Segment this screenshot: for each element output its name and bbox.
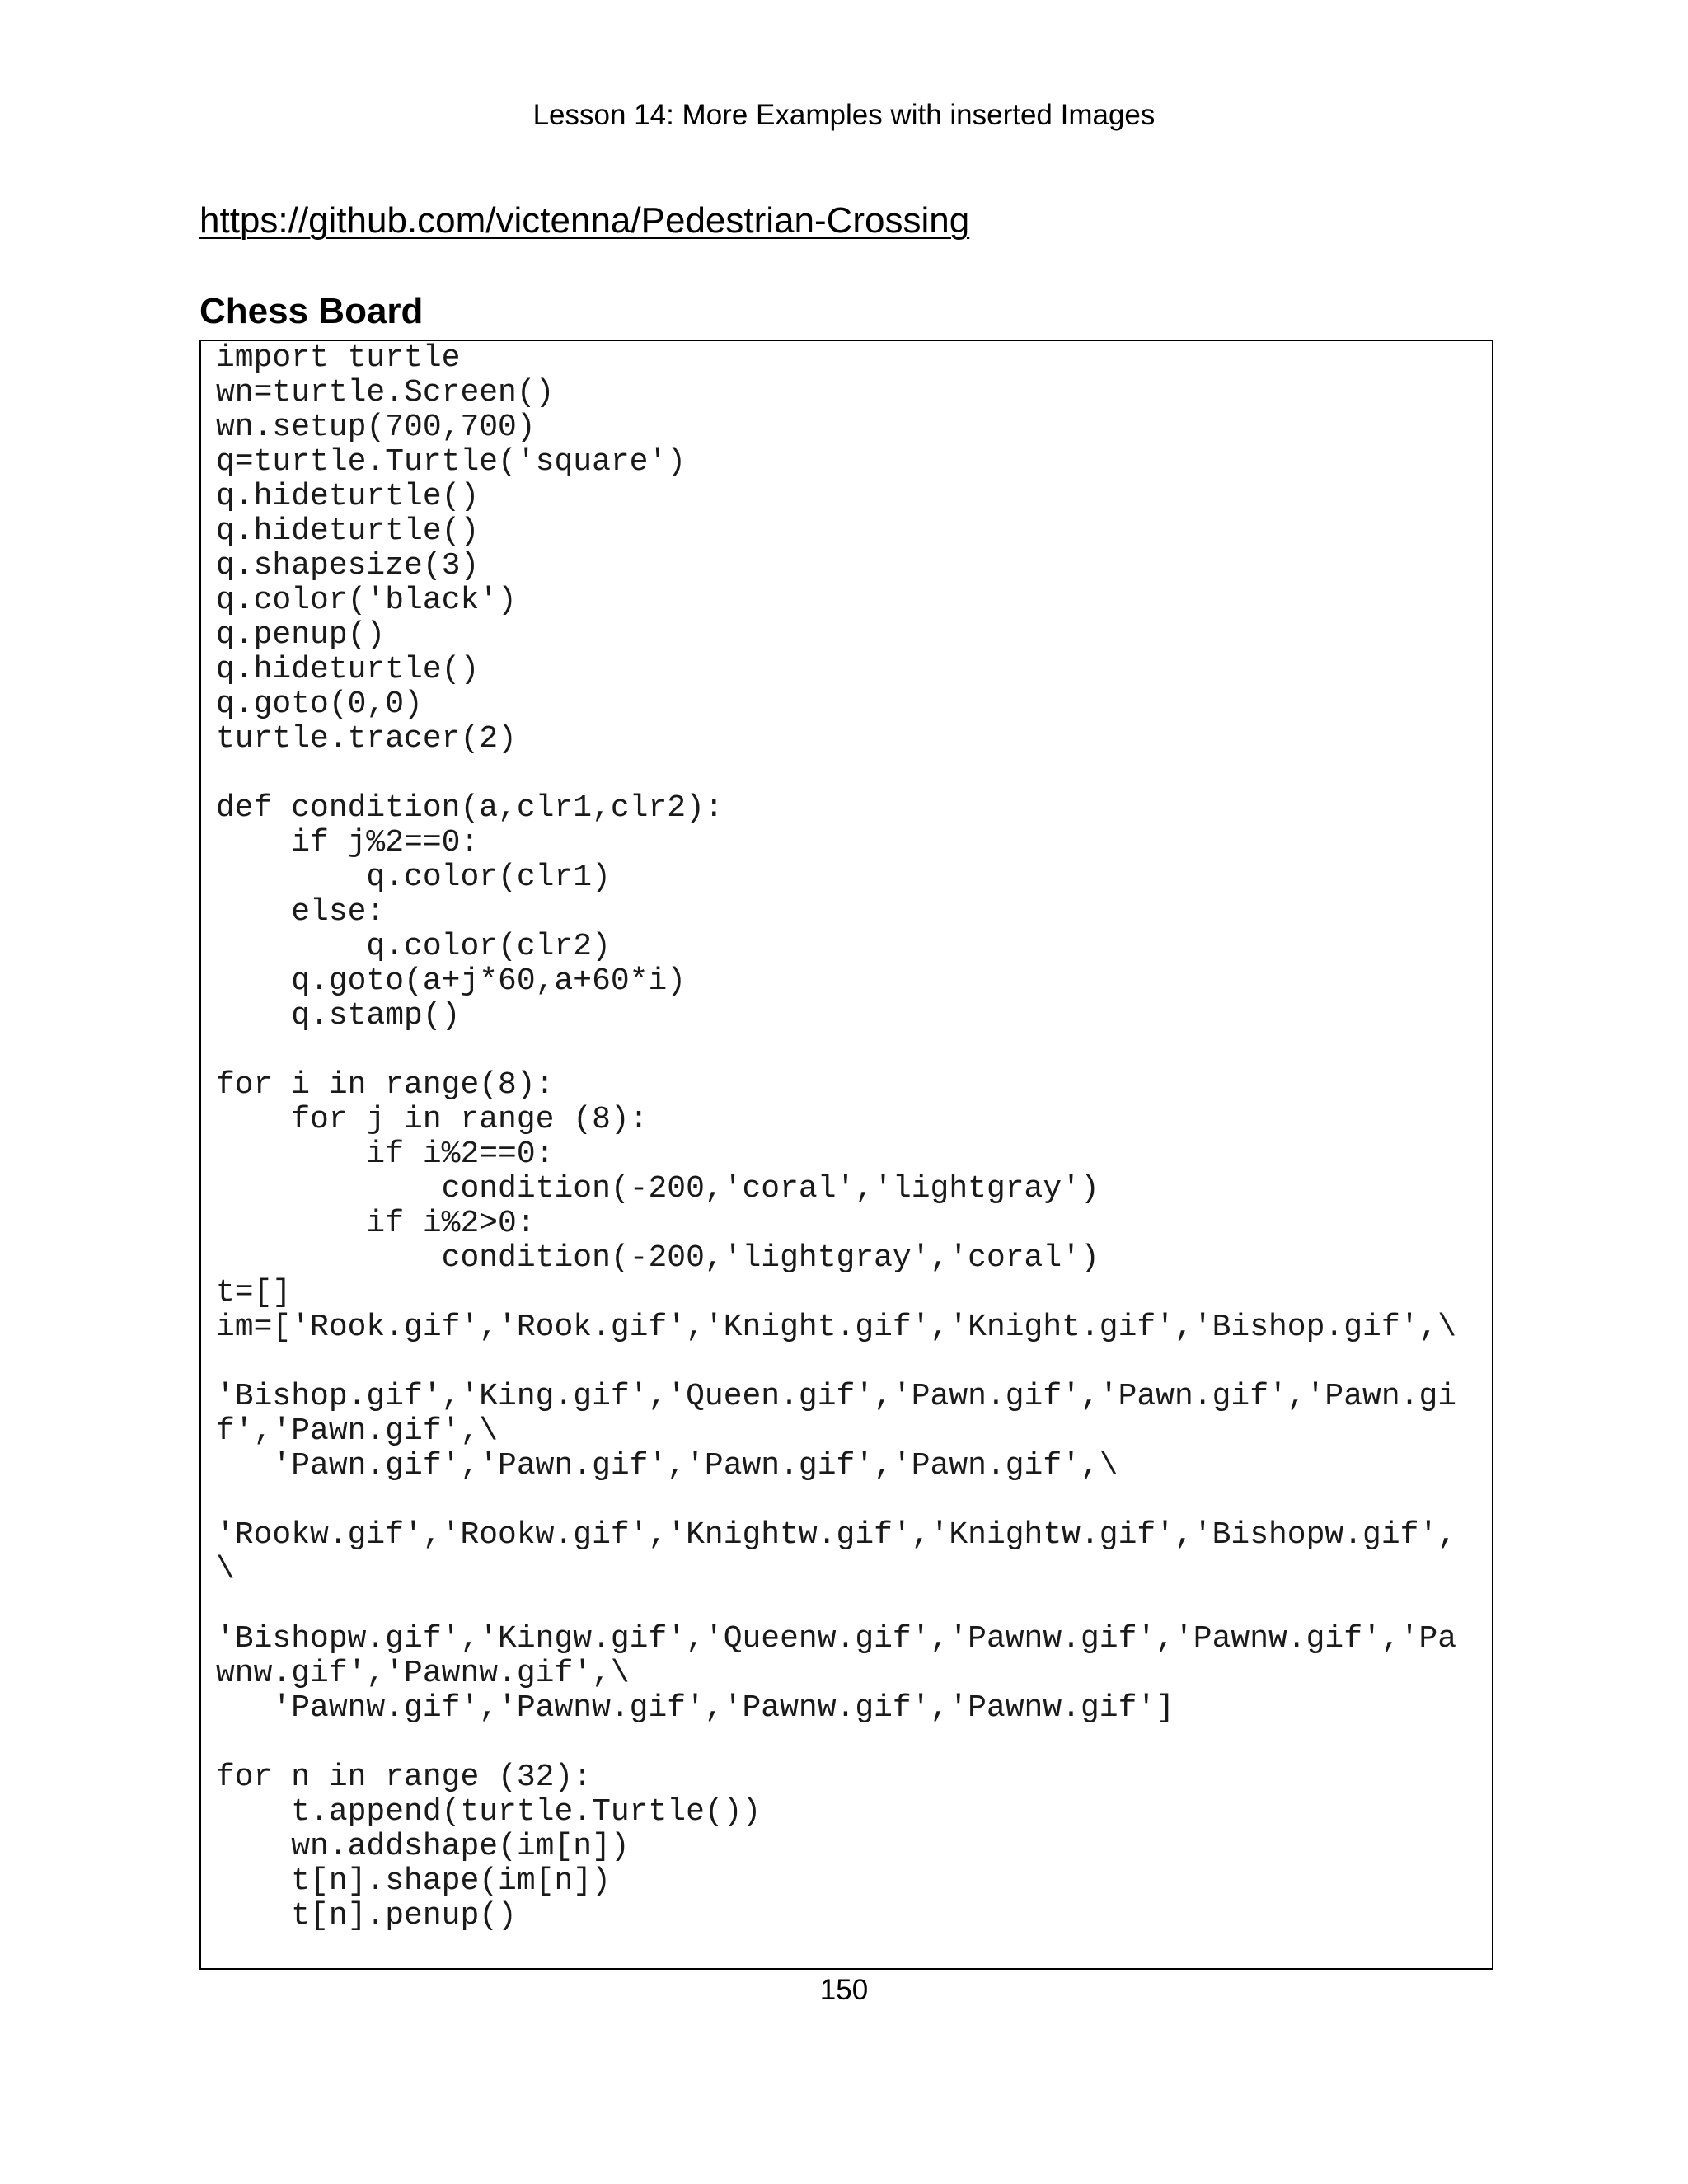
code-line: def condition(a,clr1,clr2):	[216, 790, 724, 826]
code-block	[199, 340, 1493, 1970]
code-line: 'Pawn.gif','Pawn.gif','Pawn.gif','Pawn.gif',\	[216, 1448, 1118, 1483]
code-line: 'Bishop.gif','King.gif','Queen.gif','Pawn.gif','Pawn.gif','Pawn.gi	[216, 1379, 1457, 1414]
code-line: wn=turtle.Screen()	[216, 375, 555, 410]
code-line: t.append(turtle.Turtle())	[216, 1794, 762, 1830]
code-line: q.goto(0,0)	[216, 687, 423, 722]
code-line: t[n].shape(im[n])	[216, 1863, 611, 1899]
code-line: turtle.tracer(2)	[216, 721, 517, 757]
code-line: q.color('black')	[216, 583, 517, 618]
code-line: t[n].penup()	[216, 1898, 517, 1933]
code-line: for n in range (32):	[216, 1760, 593, 1795]
code-line: condition(-200,'coral','lightgray')	[216, 1171, 1100, 1207]
code-listing	[216, 341, 1456, 1933]
code-line: q.hideturtle()	[216, 652, 480, 687]
code-line	[216, 757, 1456, 791]
code-line: q=turtle.Turtle('square')	[216, 444, 687, 480]
code-line	[216, 1587, 1456, 1622]
section-heading: Chess Board	[199, 291, 424, 331]
code-line: q.penup()	[216, 617, 386, 653]
code-line: q.color(clr1)	[216, 860, 611, 895]
code-line: f','Pawn.gif',\	[216, 1413, 499, 1449]
code-line: q.goto(a+j*60,a+60*i)	[216, 963, 687, 999]
code-line: 'Rookw.gif','Rookw.gif','Knightw.gif','Knightw.gif','Bishopw.gif',	[216, 1517, 1457, 1553]
code-line: 'Pawnw.gif','Pawnw.gif','Pawnw.gif','Pawnw.gif']	[216, 1690, 1175, 1726]
code-line: q.stamp()	[216, 998, 461, 1033]
page-number: 150	[819, 1974, 869, 2006]
code-line: for i in range(8):	[216, 1067, 555, 1103]
code-line: q.shapesize(3)	[216, 548, 480, 583]
code-line: condition(-200,'lightgray','coral')	[216, 1240, 1100, 1276]
code-line: for j in range (8):	[216, 1102, 649, 1137]
code-line: wn.addshape(im[n])	[216, 1829, 630, 1864]
code-line: 'Bishopw.gif','Kingw.gif','Queenw.gif','Pawnw.gif','Pawnw.gif','Pa	[216, 1621, 1457, 1657]
code-line: import turtle	[216, 340, 461, 376]
code-line: wnw.gif','Pawnw.gif',\	[216, 1656, 630, 1691]
code-line	[216, 1483, 1456, 1518]
code-line	[216, 1033, 1456, 1068]
code-line: t=[]	[216, 1275, 292, 1310]
code-line: if i%2>0:	[216, 1206, 536, 1241]
code-line	[216, 1345, 1456, 1380]
code-line: wn.setup(700,700)	[216, 410, 536, 445]
code-line	[216, 1726, 1456, 1760]
code-line: else:	[216, 894, 386, 930]
code-line: if j%2==0:	[216, 825, 480, 860]
github-repo-link[interactable]: https://github.com/victenna/Pedestrian-Crossing	[199, 200, 970, 241]
code-line: q.color(clr2)	[216, 929, 611, 964]
code-line: im=['Rook.gif','Rook.gif','Knight.gif','Knight.gif','Bishop.gif',\	[216, 1310, 1457, 1345]
page-header: Lesson 14: More Examples with inserted Images	[532, 99, 1156, 131]
code-line: q.hideturtle()	[216, 513, 480, 549]
code-line: q.hideturtle()	[216, 479, 480, 514]
code-line: if i%2==0:	[216, 1137, 555, 1172]
code-line: \	[216, 1552, 235, 1587]
